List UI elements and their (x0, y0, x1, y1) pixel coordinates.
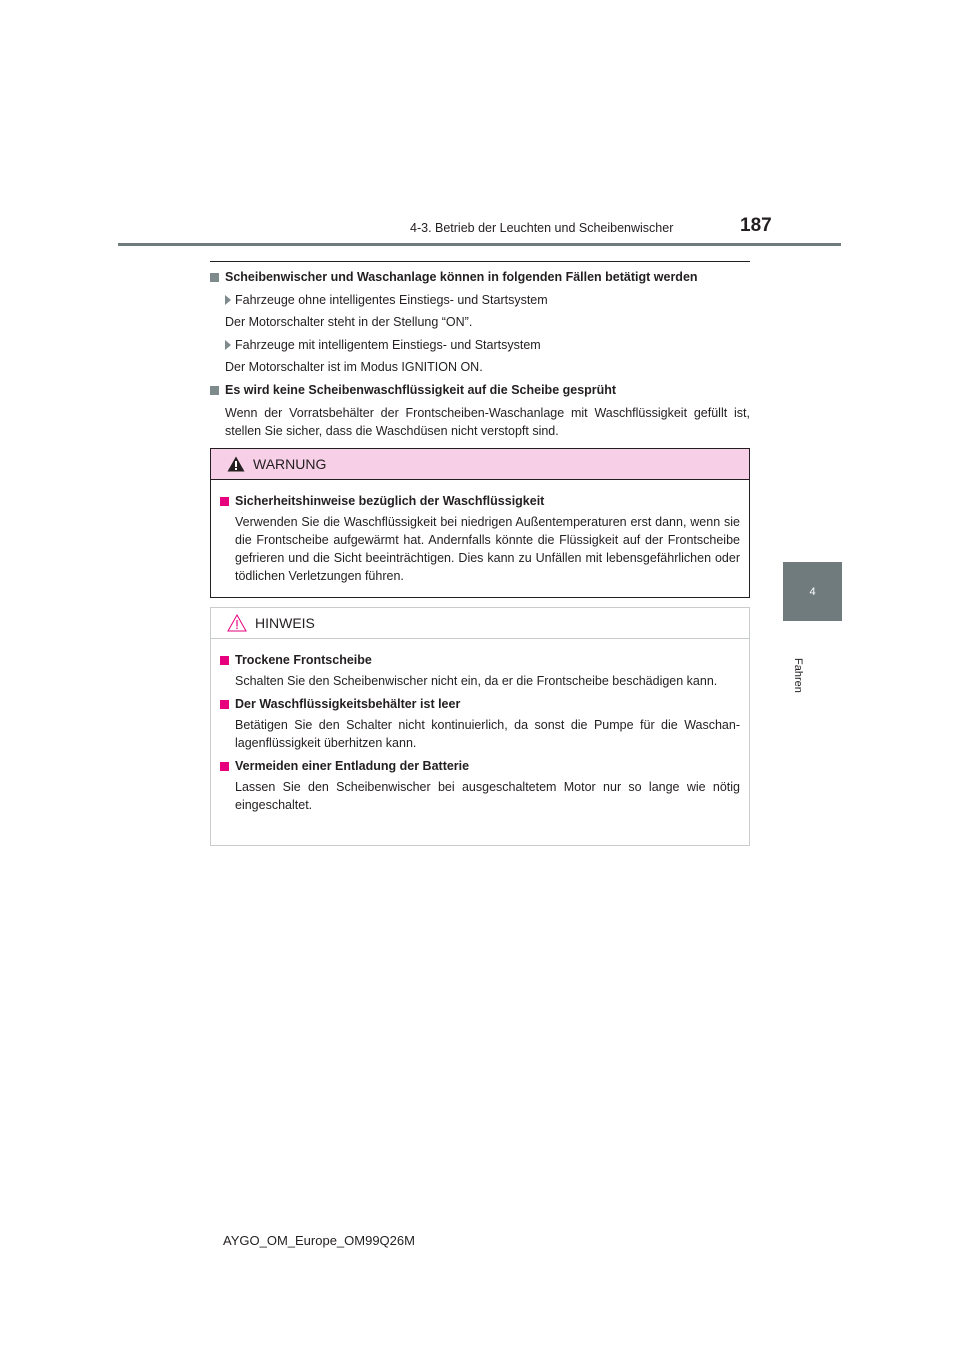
warning-box (210, 448, 750, 598)
notice-box (210, 607, 750, 846)
header-divider (118, 243, 841, 246)
square-bullet-icon (210, 273, 219, 282)
section-heading (210, 268, 750, 286)
paragraph: Wenn der Vorratsbehälter der Frontscheiben-Waschanlage mit Waschflüssigkeit gefüllt ist, stellen Sie sicher, dass die Waschdüsen nicht verstopft sind. (225, 406, 750, 438)
notice-text: Betätigen Sie den Schalter nicht kontinuierlich, da sonst die Pumpe für die Waschan-lagenflüssigkeit überhitzen kann. (235, 718, 740, 750)
warning-text: Verwenden Sie die Waschflüssigkeit bei niedrigen Außentemperaturen erst dann, wenn sie die Frontscheibe aufgewärmt hat. Andernfalls könnte die Flüssigkeit auf der Frontscheibe gefrieren und die Sicht beeinträchtigen. Dies kann zu Unfällen mit lebensgefährlichen oder tödlichen Verletzungen führen. (235, 515, 740, 583)
square-bullet-icon (220, 700, 229, 709)
warning-label: WARNUNG (253, 456, 327, 472)
warning-icon (227, 456, 245, 472)
paragraph: Der Motorschalter ist im Modus IGNITION ON. (225, 360, 483, 374)
list-item (210, 336, 750, 354)
notice-heading (220, 757, 740, 775)
notice-text: Lassen Sie den Scheibenwischer bei ausgeschaltetem Motor nur so lange wie nötig eingeschaltet. (235, 780, 740, 812)
square-bullet-icon (220, 762, 229, 771)
warning-header (211, 449, 749, 480)
warning-heading (220, 492, 740, 510)
section-title: Es wird keine Scheibenwaschflüssigkeit auf die Scheibe gesprüht (225, 383, 617, 397)
list-item-text: Fahrzeuge ohne intelligentes Einstiegs- und Startsystem (235, 293, 548, 307)
section-heading (210, 381, 750, 399)
document-footer: AYGO_OM_Europe_OM99Q26M (223, 1233, 415, 1248)
notice-header (211, 608, 749, 639)
notice-title: Trockene Frontscheibe (235, 653, 372, 667)
warning-title: Sicherheitshinweise bezüglich der Waschflüssigkeit (235, 494, 545, 508)
notice-title: Vermeiden einer Entladung der Batterie (235, 759, 470, 773)
chapter-label: Fahren (792, 658, 804, 693)
notice-title: Der Waschflüssigkeitsbehälter ist leer (235, 697, 461, 711)
square-bullet-icon (210, 386, 219, 395)
chapter-tab (783, 562, 842, 621)
caution-outline-icon (227, 614, 247, 632)
triangle-bullet-icon (225, 340, 231, 350)
triangle-bullet-icon (225, 295, 231, 305)
notice-body (211, 639, 749, 814)
main-content (210, 268, 750, 445)
warning-body (211, 480, 749, 585)
list-item (210, 291, 750, 309)
notice-text: Schalten Sie den Scheibenwischer nicht ein, da er die Frontscheibe beschädigen kann. (235, 674, 718, 688)
notice-label: HINWEIS (255, 615, 315, 631)
paragraph: Der Motorschalter steht in der Stellung “ON”. (225, 315, 473, 329)
content-divider (210, 261, 750, 262)
chapter-number: 4 (809, 585, 816, 598)
section-title: Scheibenwischer und Waschanlage können in folgenden Fällen betätigt werden (225, 270, 698, 284)
section-header: 4-3. Betrieb der Leuchten und Scheibenwischer (410, 221, 674, 235)
page-number: 187 (740, 215, 772, 236)
notice-heading (220, 651, 740, 669)
square-bullet-icon (220, 656, 229, 665)
square-bullet-icon (220, 497, 229, 506)
notice-heading (220, 695, 740, 713)
list-item-text: Fahrzeuge mit intelligentem Einstiegs- und Startsystem (235, 338, 541, 352)
